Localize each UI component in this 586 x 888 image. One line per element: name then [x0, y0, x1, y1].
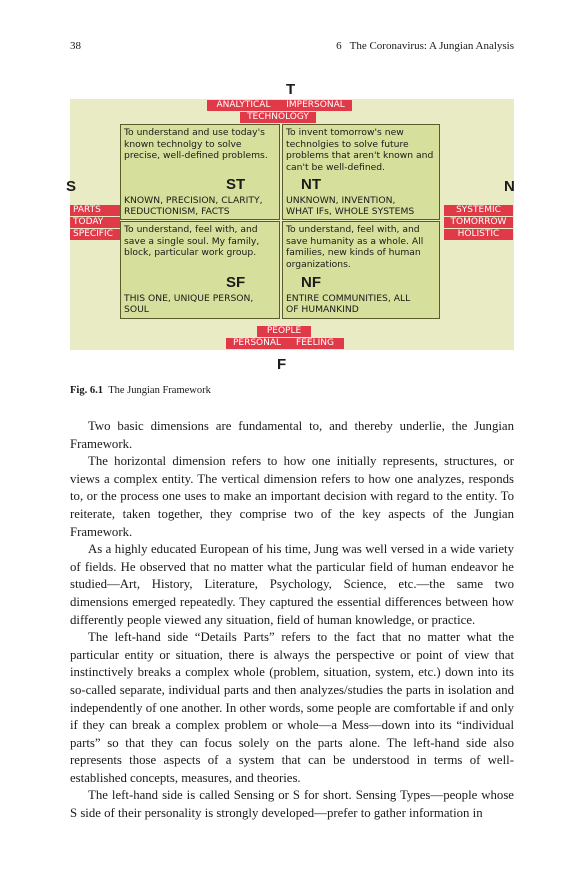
quadrant-nf [282, 221, 440, 319]
tag-feeling: FEELING [286, 338, 344, 349]
tag-today: TODAY [70, 217, 120, 228]
quadrant-sf-keywords-1: THIS ONE, UNIQUE PERSON, [124, 293, 254, 304]
page-number: 38 [70, 40, 81, 52]
paragraph: The left-hand side “Details Parts” refers to the fact that no matter what the particular entity or situation, there is always the perspective or point of view that instinctively breaks a complex whole (problem, situation, system, etc.) down into its so-called separate, individual parts and then analyzes/studies the parts in isolation and independently of one another. In other words, some people are comfortable if and only if they can break a complex problem or whole—a Mess—down into its “individual parts” so that they can focus solely on the parts alone. The left-hand side also represents those aspects of a system that can be understood in terms of well-established concepts, measures, and theories. [70, 630, 514, 785]
tag-personal: PERSONAL [226, 338, 288, 349]
tag-specific: SPECIFIC [70, 229, 120, 240]
tag-holistic: HOLISTIC [444, 229, 513, 240]
quadrant-sf-text: To understand, feel with, and save a single soul. My family, block, particular work group. [124, 224, 260, 258]
quadrant-st-code: ST [226, 176, 246, 193]
quadrant-nt [282, 124, 440, 220]
paragraph: As a highly educated European of his time, Jung was well versed in a wide variety of fields. He observed that no matter what the particular field of human endeavor he studied—Art, History, Literature, Psychology, Science, etc.—the same two dimensions emerged repeatedly. They captured the essential differences between how differently people viewed any situation, field of human knowledge, or practice. [70, 542, 514, 627]
quadrant-st-text: To understand and use today's known technolgy to solve precise, well-defined problems. [124, 127, 268, 161]
tag-systemic: SYSTEMIC [444, 205, 513, 216]
quadrant-nt-code: NT [301, 176, 321, 193]
quadrant-sf-code: SF [226, 274, 246, 291]
quadrant-sf [120, 221, 280, 319]
quadrant-nf-text: To understand, feel with, and save humanity as a whole. All families, new kinds of human organizations. [286, 224, 424, 270]
paragraph: Two basic dimensions are fundamental to, and thereby underlie, the Jungian Framework. [70, 419, 514, 451]
caption-text: The Jungian Framework [108, 385, 211, 396]
running-title: 6 The Coronavirus: A Jungian Analysis [336, 40, 514, 52]
figure-caption [70, 385, 211, 396]
bottom-letter-f: F [277, 356, 287, 373]
quadrant-st-keywords-2: REDUCTIONISM, FACTS [124, 206, 230, 217]
left-letter-s: S [66, 178, 77, 195]
jungian-framework-figure [66, 80, 515, 380]
quadrant-st-keywords-1: KNOWN, PRECISION, CLARITY, [124, 195, 263, 206]
tag-people: PEOPLE [257, 326, 311, 337]
quadrant-nf-keywords-1: ENTIRE COMMUNITIES, ALL [286, 293, 411, 304]
quadrant-nt-keywords-1: UNKNOWN, INVENTION, [286, 195, 396, 206]
tag-impersonal: IMPERSONAL [279, 100, 352, 111]
tag-parts: PARTS [70, 205, 120, 216]
top-letter-t: T [286, 81, 296, 98]
paragraph: The left-hand side is called Sensing or S for short. Sensing Types—people whose S side of their personality is strongly developed—prefer to gather information in [70, 788, 514, 821]
quadrant-nf-code: NF [301, 274, 321, 291]
body-text [70, 418, 514, 823]
quadrant-st [120, 124, 280, 220]
quadrant-nt-keywords-2: WHAT IFs, WHOLE SYSTEMS [286, 206, 415, 217]
caption-label: Fig. 6.1 [70, 385, 103, 396]
tag-tomorrow: TOMORROW [444, 217, 513, 228]
quadrant-sf-keywords-2: SOUL [124, 304, 149, 315]
tag-analytical: ANALYTICAL [207, 100, 280, 111]
paragraph: The horizontal dimension refers to how one initially represents, structures, or views a complex entity. The vertical dimension refers to how one analyzes, responds to, or the process one uses to make an important decision with regard to the entity. To reiterate, taken together, they comprise two of the key aspects of the Jungian Framework. [70, 454, 514, 539]
tag-technology: TECHNOLOGY [240, 112, 316, 123]
quadrant-nf-keywords-2: OF HUMANKIND [286, 304, 359, 315]
right-letter-n: N [504, 178, 515, 195]
quadrant-nt-text: To invent tomorrow's new technolgies to solve future problems that aren't known and can't be well-defined. [286, 127, 434, 173]
